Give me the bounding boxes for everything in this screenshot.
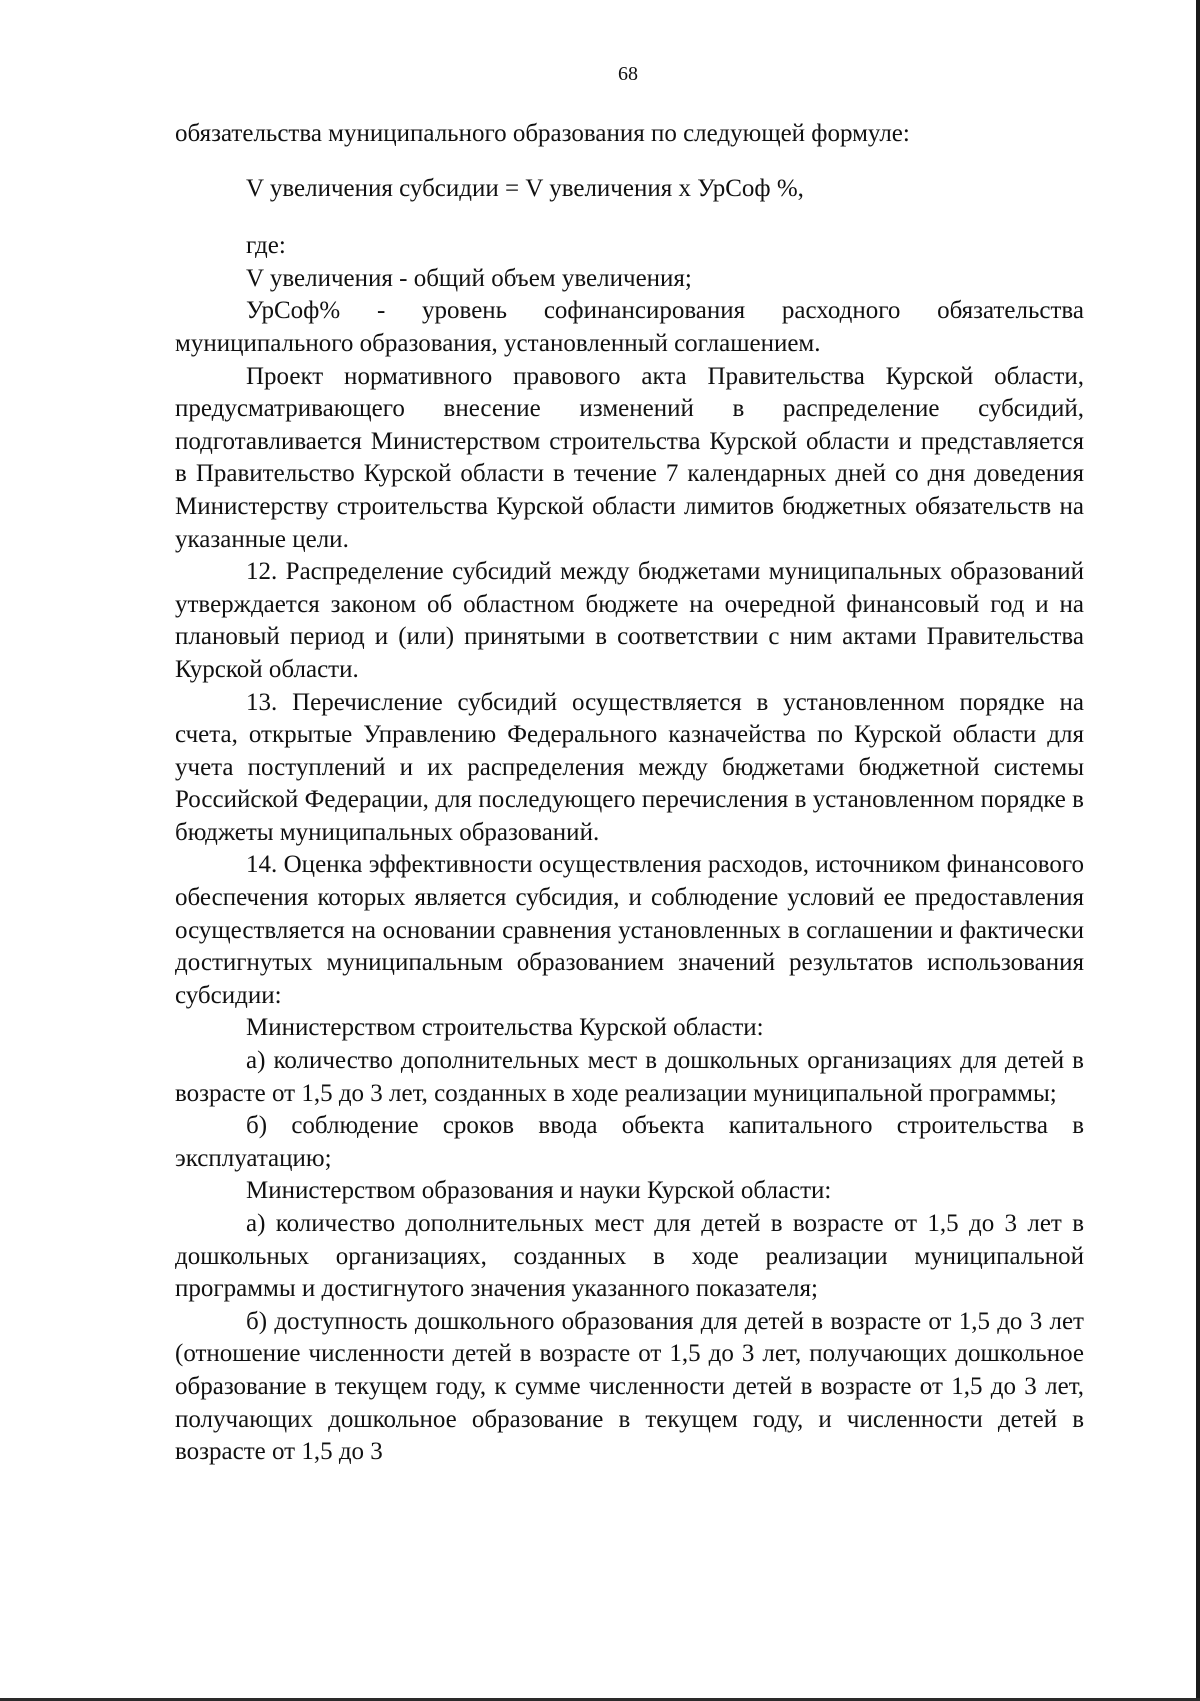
paragraph-intro: обязательства муниципального образования по следующей формуле: xyxy=(175,120,910,147)
definition-v: V увеличения - общий объем увеличения; xyxy=(246,264,692,292)
list-item-education-b: б) доступность дошкольного образования для детей в возрасте от 1,5 до 3 лет (отношение численности детей в возрасте от 1,5 до 3 лет, получающих дошкольное образование в текущем году, к сумме численности детей в возрасте от 1,5 до 3 лет, получающих дошкольное образование в текущем году, и численности детей в возрасте от 1,5 до 3 xyxy=(175,1307,1084,1466)
page-number: 68 xyxy=(618,63,638,85)
paragraph-draft-act: Проект нормативного правового акта Правительства Курской области, предусматривающего внесение изменений в распределение субсидий, подготавливается Министерством строительства Курской области и представляется в Правительство Курской области в течение 7 календарных дней со дня доведения Министерству строительства Курской области лимитов бюджетных обязательств на указанные цели. xyxy=(175,362,1084,553)
formula: V увеличения субсидии = V увеличения х УрСоф %, xyxy=(246,174,804,202)
ministry-construction-heading: Министерством строительства Курской области: xyxy=(246,1014,764,1042)
definition-ursof: УрСоф% - уровень софинансирования расходного обязательства муниципального образования, установленный соглашением. xyxy=(175,297,1084,357)
ministry-education-heading: Министерством образования и науки Курской области: xyxy=(246,1177,832,1205)
list-item-construction-a: а) количество дополнительных мест в дошкольных организациях для детей в возрасте от 1,5 до 3 лет, созданных в ходе реализации муниципальной программы; xyxy=(175,1047,1084,1107)
paragraph-14: 14. Оценка эффективности осуществления расходов, источником финансового обеспечения которых является субсидия, и соблюдение условий ее предоставления осуществляется на основании сравнения установленных в соглашении и фактически достигнутых муниципальным образованием значений результатов использования субсидии: xyxy=(175,851,1084,1009)
paragraph-13: 13. Перечисление субсидий осуществляется в установленном порядке на счета, открытые Управлению Федерального казначейства по Курской области для учета поступлений и их распределения между бюджетами бюджетной системы Российской Федерации, для последующего перечисления в установленном порядке в бюджеты муниципальных образований. xyxy=(175,688,1084,846)
where-label: где: xyxy=(246,232,286,260)
paragraph-12: 12. Распределение субсидий между бюджетами муниципальных образований утверждается законом об областном бюджете на очередной финансовый год и на плановый период и (или) принятыми в соответствии с ним актами Правительства Курской области. xyxy=(175,558,1084,683)
list-item-education-a: а) количество дополнительных мест для детей в возрасте от 1,5 до 3 лет в дошкольных организациях, созданных в ходе реализации муниципальной программы и достигнутого значения указанного показателя; xyxy=(175,1210,1084,1303)
document-body xyxy=(175,118,1084,1469)
list-item-construction-b: б) соблюдение сроков ввода объекта капитального строительства в эксплуатацию; xyxy=(175,1112,1084,1172)
scan-border-right xyxy=(1196,0,1200,1701)
